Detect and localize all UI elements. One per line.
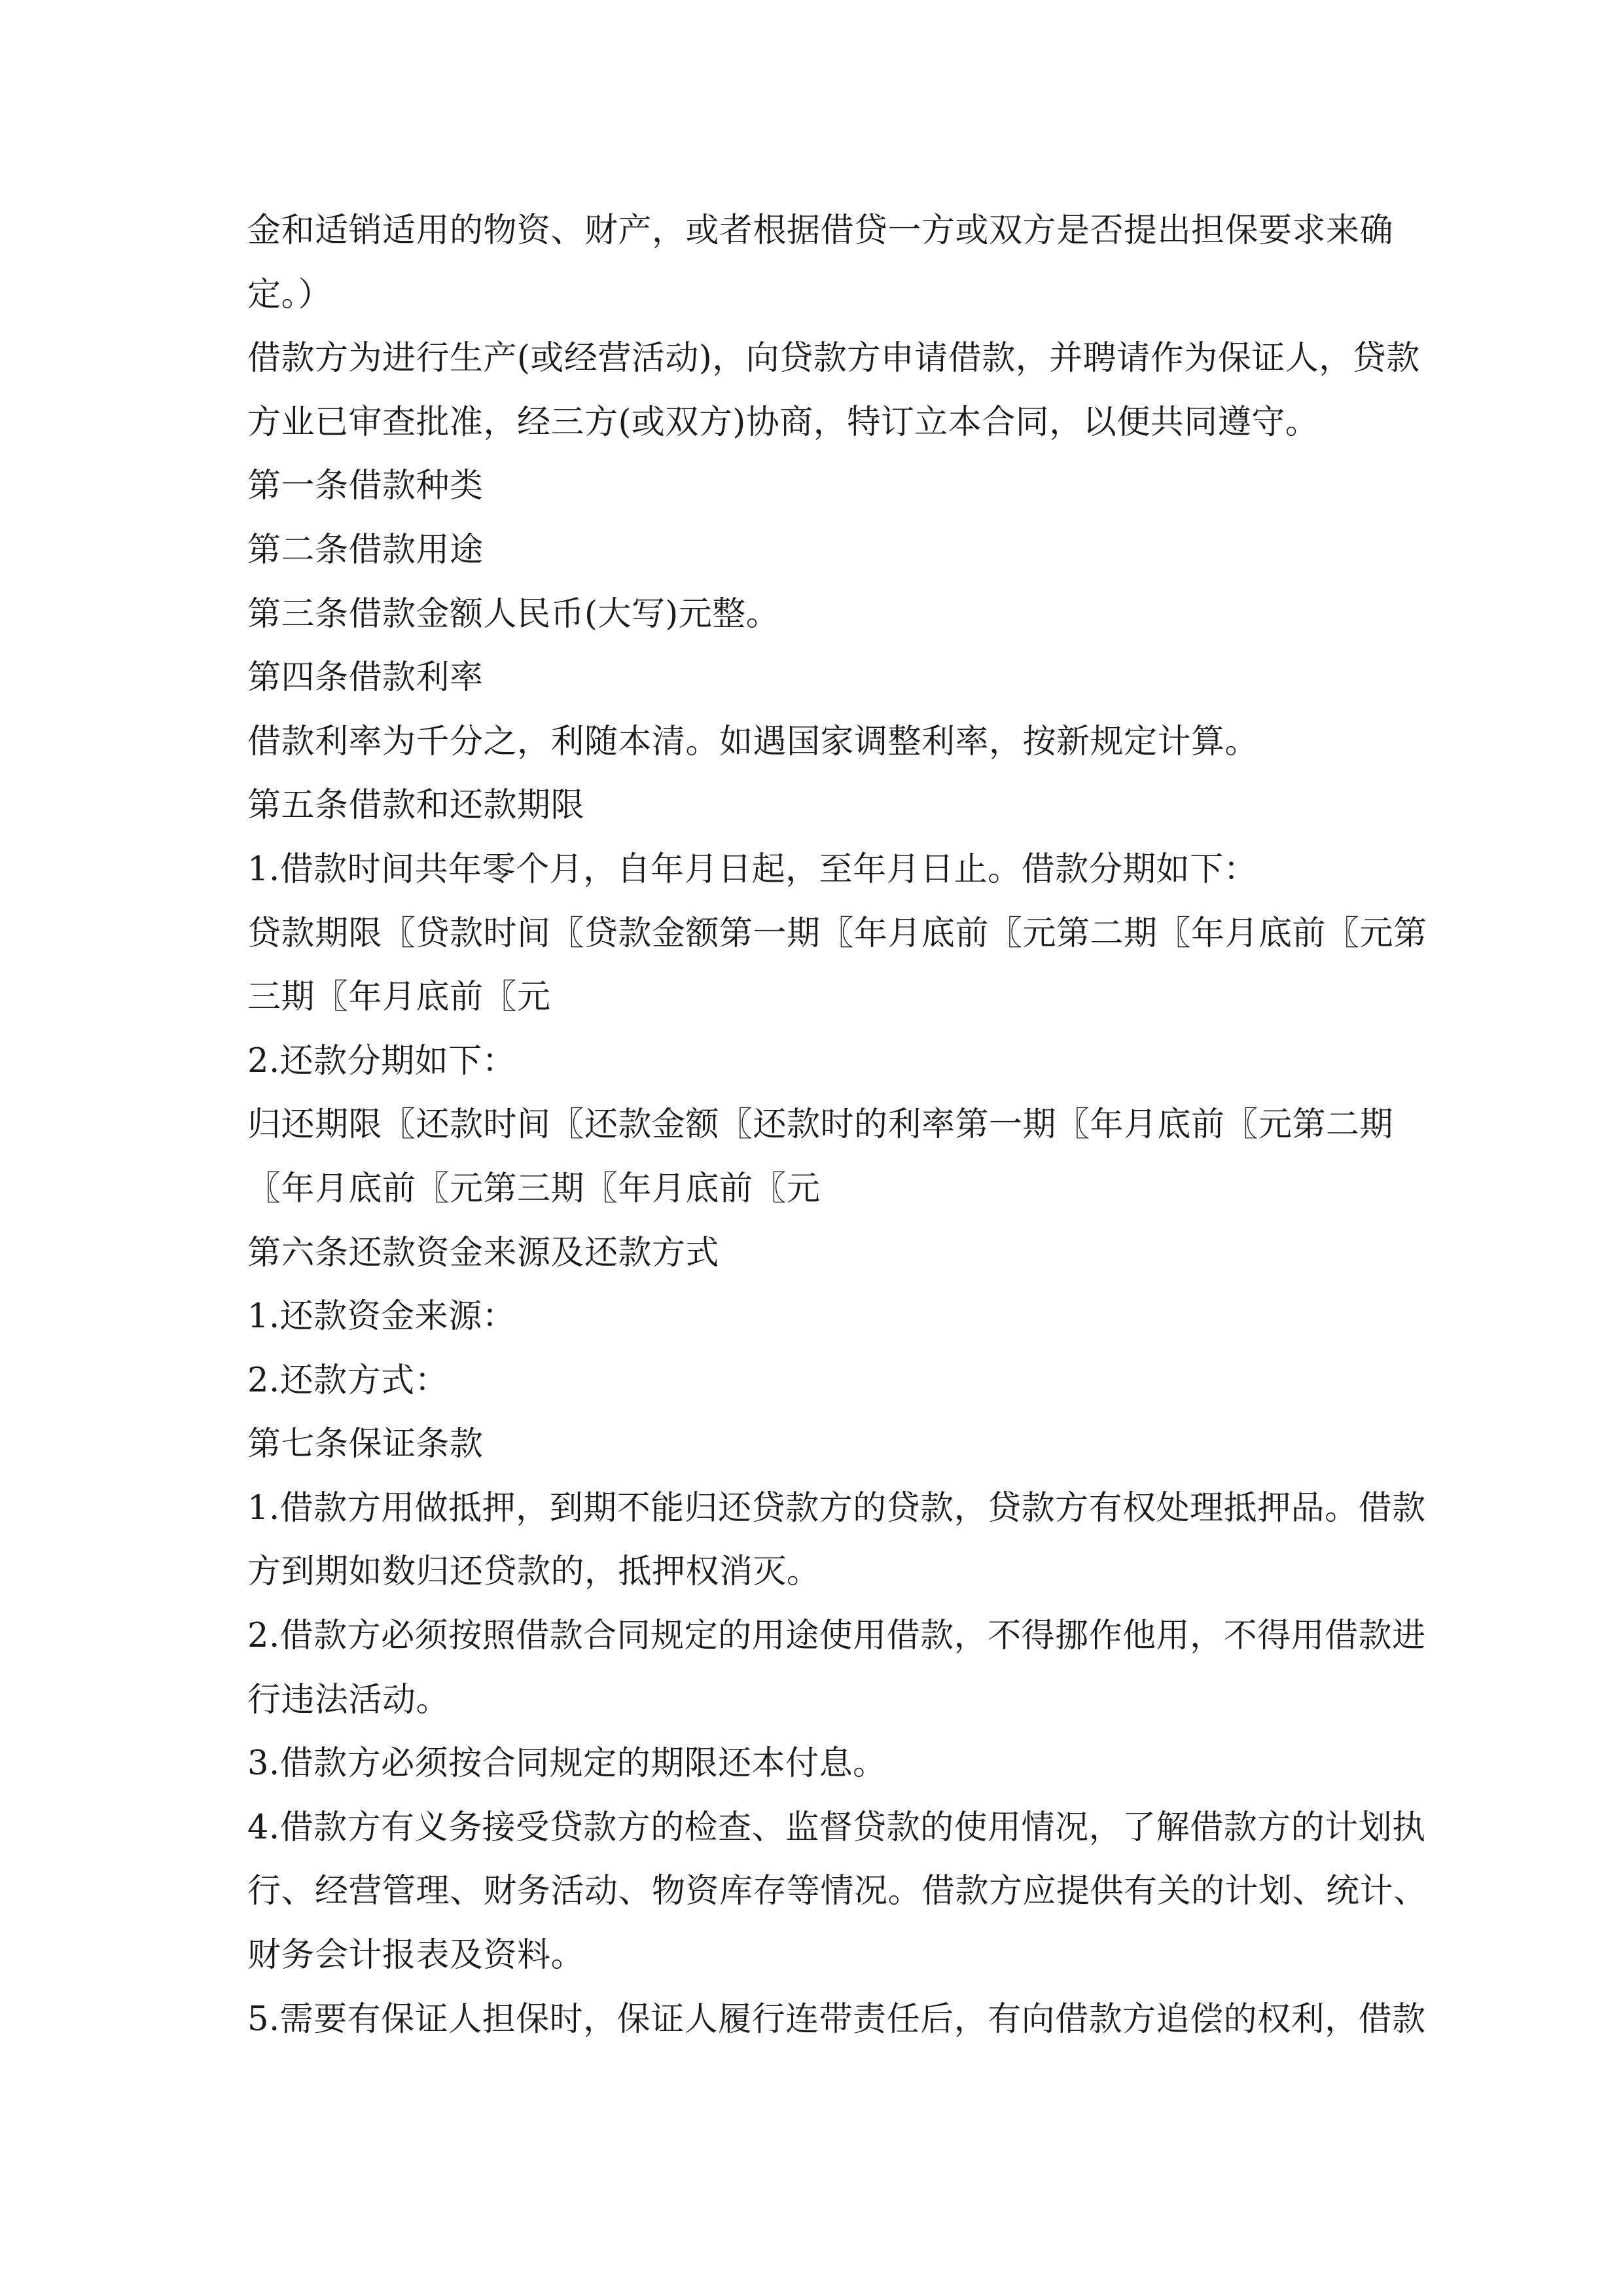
text-line: 2.还款方式：	[247, 1361, 449, 1400]
text-line: 定。）	[247, 275, 332, 314]
text-line: 4.借款方有义务接受贷款方的检查、监督贷款的使用情况，了解借款方的计划执	[247, 1808, 1426, 1847]
text-line: 5.需要有保证人担保时，保证人履行连带责任后，有向借款方追偿的权利，借款	[247, 2000, 1426, 2039]
text-line: 借款利率为千分之，利随本清。如遇国家调整利率，按新规定计算。	[247, 722, 1259, 761]
text-line: 〖年月底前〖元第三期〖年月底前〖元	[247, 1169, 821, 1208]
section-heading: 第三条借款金额人民币(大写)元整。	[247, 594, 780, 634]
text-line: 三期〖年月底前〖元	[247, 978, 551, 1017]
text-line: 金和适销适用的物资、财产，或者根据借贷一方或双方是否提出担保要求来确	[247, 211, 1394, 250]
text-line: 贷款期限〖贷款时间〖贷款金额第一期〖年月底前〖元第二期〖年月底前〖元第	[247, 914, 1427, 953]
text-line: 1.借款时间共年零个月，自年月日起，至年月日止。借款分期如下：	[247, 850, 1258, 889]
text-line: 1.还款资金来源：	[247, 1297, 516, 1336]
text-line: 1.借款方用做抵押，到期不能归还贷款方的贷款，贷款方有权处理抵押品。借款	[247, 1488, 1426, 1528]
section-heading: 第七条保证条款	[247, 1425, 484, 1464]
text-line: 方业已审查批准，经三方(或双方)协商，特订立本合同，以便共同遵守。	[247, 403, 1319, 442]
section-heading: 第六条还款资金来源及还款方式	[247, 1233, 720, 1272]
section-heading: 第二条借款用途	[247, 530, 484, 569]
text-line: 行、经营管理、财务活动、物资库存等情况。借款方应提供有关的计划、统计、	[247, 1872, 1427, 1911]
section-heading: 第一条借款种类	[247, 467, 484, 506]
contract-body-text	[247, 199, 1427, 2051]
text-line: 方到期如数归还贷款的，抵押权消灭。	[247, 1552, 821, 1592]
text-line: 借款方为进行生产(或经营活动)，向贷款方申请借款，并聘请作为保证人，贷款	[247, 339, 1420, 378]
text-line: 行违法活动。	[247, 1680, 450, 1719]
text-line: 归还期限〖还款时间〖还款金额〖还款时的利率第一期〖年月底前〖元第二期	[247, 1105, 1394, 1145]
section-heading: 第五条借款和还款期限	[247, 786, 585, 825]
text-line: 2.还款分期如下：	[247, 1041, 516, 1081]
text-line: 2.借款方必须按照借款合同规定的用途使用借款，不得挪作他用，不得用借款进	[247, 1617, 1426, 1656]
text-line: 3.借款方必须按合同规定的期限还本付息。	[247, 1744, 887, 1784]
text-line: 财务会计报表及资料。	[247, 1936, 585, 1975]
section-heading: 第四条借款利率	[247, 658, 484, 698]
